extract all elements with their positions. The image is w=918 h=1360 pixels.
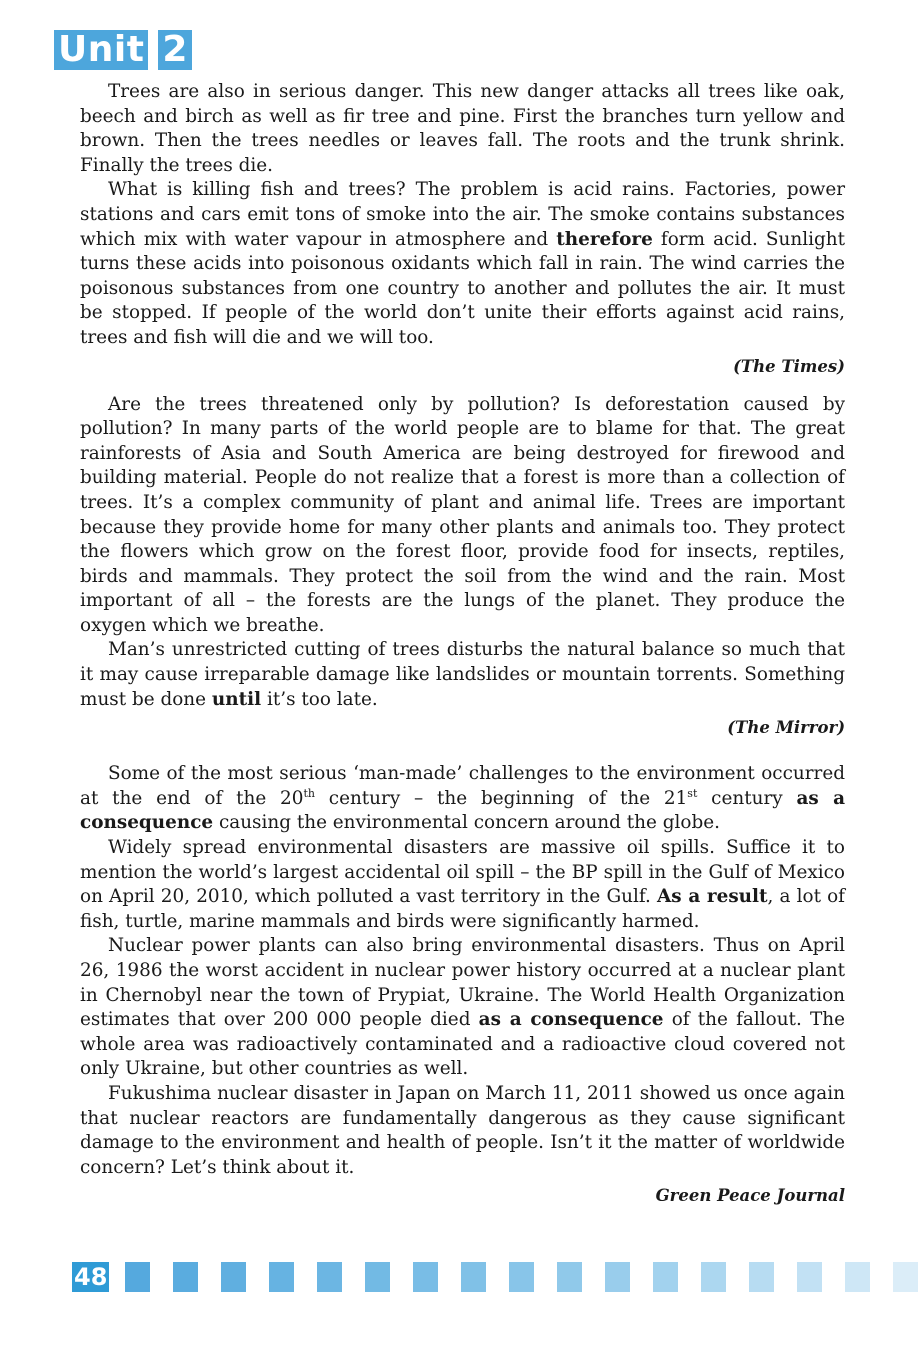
- decorative-square: [365, 1262, 390, 1292]
- paragraph: Some of the most serious ‘man-made’ challenges to the environment occurred at the end of the 20th century – the beginning of the 21st century as a consequence causing the environmental concern around the globe.: [80, 763, 846, 834]
- unit-header: [54, 30, 192, 70]
- bold-term: as a consequence: [478, 1009, 664, 1031]
- decorative-square: [653, 1262, 678, 1292]
- decorative-square: [797, 1262, 822, 1292]
- decorative-square: [749, 1262, 774, 1292]
- unit-number: 2: [158, 30, 192, 70]
- decorative-square: [125, 1262, 150, 1292]
- source-citation: (The Mirror): [727, 718, 845, 738]
- paragraph: What is killing fish and trees? The problem is acid rains. Factories, power stations and cars emit tons of smoke into the air. The smoke contains substances which mix with water vapour in atmosphere and therefore form acid. Sunlight turns these acids into poisonous oxidants which fall in rain. The wind carries the poisonous substances from one country to another and pollutes the air. It must be stopped. If people of the world don’t unite their efforts against acid rains, trees and fish will die and we will too.: [80, 179, 845, 348]
- decorative-square: [413, 1262, 438, 1292]
- paragraph: Fukushima nuclear disaster in Japan on March 11, 2011 showed us once again that nuclear reactors are fundamentally dangerous as they cause significant damage to the environment and health of people. Isn’t it the matter of worldwide concern? Let’s think about it.: [80, 1082, 845, 1178]
- decorative-square: [269, 1262, 294, 1292]
- paragraph: Trees are also in serious danger. This new danger attacks all trees like oak, beech and birch as well as fir tree and pine. First the branches turn yellow and brown. Then the trees needles or leaves fall. The roots and the trunk shrink. Finally the trees die.: [80, 81, 845, 176]
- decorative-square: [317, 1262, 342, 1292]
- paragraph: Are the trees threatened only by pollution? Is deforestation caused by pollution? In many parts of the world people are to blame for that. The great rainforests of Asia and South America are being destroyed for firewood and building material. People do not realize that a forest is more than a collection of trees. It’s a complex community of plant and animal life. Trees are important because they provide home for many other plants and animals too. They protect the flowers which grow on the forest floor, provide food for insects, reptiles, birds and mammals. They protect the soil from the wind and the rain. Most important of all – the forests are the lungs of the planet. They produce the oxygen which we breathe.: [80, 393, 845, 636]
- decorative-square: [221, 1262, 246, 1292]
- decorative-square: [173, 1262, 198, 1292]
- decorative-square: [701, 1262, 726, 1292]
- page-content: [80, 80, 845, 1208]
- paragraph: Nuclear power plants can also bring environmental disasters. Thus on April 26, 1986 the worst accident in nuclear power history occurred at a nuclear plant in Chernobyl near the town of Prypiat, Ukraine. The World Health Organization estimates that over 200 000 people died as a consequence of the fallout. The whole area was radioactively contaminated and a radioactive cloud covered not only Ukraine, but other countries as well.: [80, 935, 845, 1080]
- decorative-square: [845, 1262, 870, 1292]
- decorative-square: [557, 1262, 582, 1292]
- page-footer: [72, 1262, 918, 1292]
- decorative-squares: [125, 1262, 918, 1292]
- decorative-square: [461, 1262, 486, 1292]
- decorative-square: [509, 1262, 534, 1292]
- bold-term: therefore: [556, 228, 653, 250]
- decorative-square: [893, 1262, 918, 1292]
- page-number: 48: [74, 1263, 108, 1291]
- decorative-square: [605, 1262, 630, 1292]
- unit-label: Unit: [54, 30, 148, 70]
- bold-term: until: [211, 688, 262, 710]
- bold-term: As a result: [657, 886, 768, 908]
- paragraph: Widely spread environmental disasters are massive oil spills. Suffice it to mention the world’s largest accidental oil spill – the BP spill in the Gulf of Mexico on April 20, 2010, which polluted a vast territory in the Gulf. As a result, a lot of fish, turtle, marine mammals and birds were significantly harmed.: [80, 837, 845, 932]
- source-citation: Green Peace Journal: [655, 1186, 845, 1206]
- source-citation: (The Times): [733, 356, 845, 376]
- bold-term: as a consequence: [80, 787, 846, 834]
- paragraph: Man’s unrestricted cutting of trees disturbs the natural balance so much that it may cause irreparable damage like landslides or mountain torrents. Something must be done until it’s too late.: [80, 639, 845, 710]
